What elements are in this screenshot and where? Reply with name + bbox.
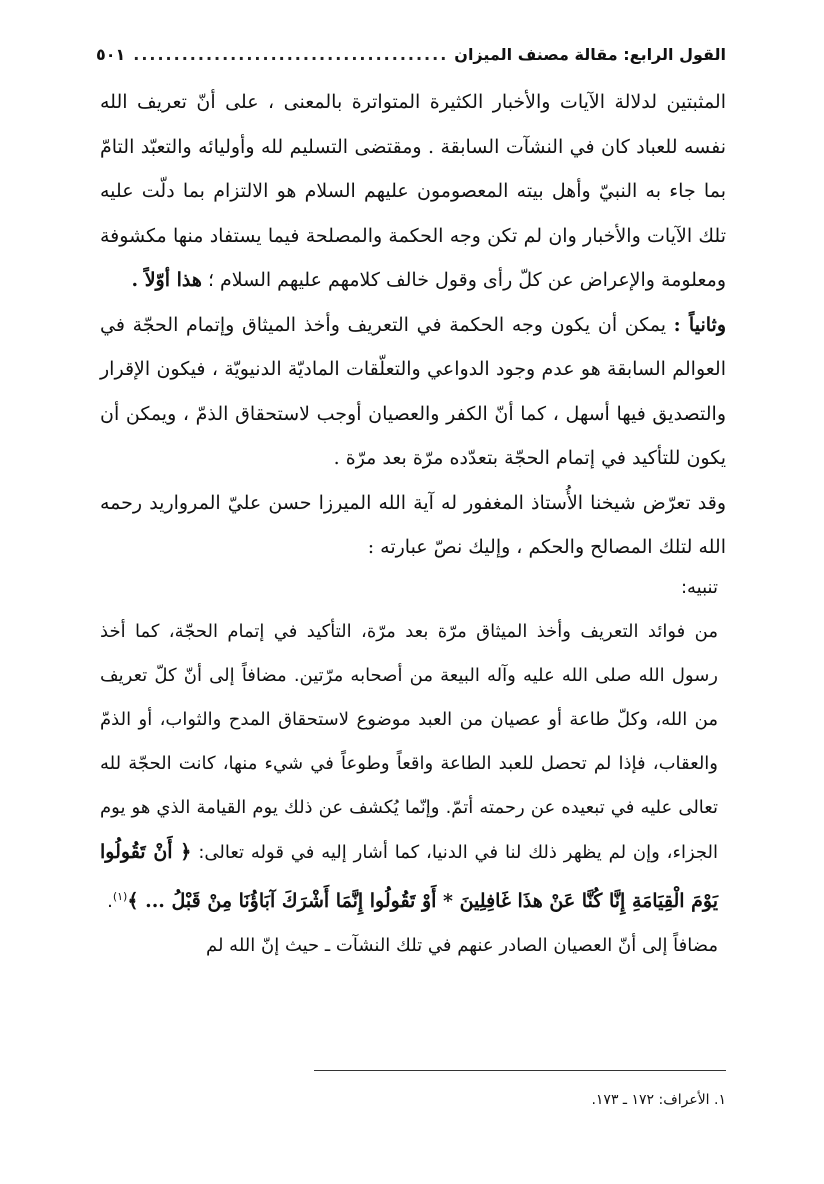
running-header	[96, 30, 726, 64]
page-number: ٥٠١	[96, 45, 126, 64]
quote-heading: تنبيه:	[680, 577, 718, 598]
paragraph-1	[100, 80, 726, 303]
quoted-passage	[100, 566, 718, 968]
main-text	[100, 80, 726, 570]
quote-body: من فوائد التعريف وأخذ الميثاق مرّة بعد مرّة، التأكيد في إتمام الحجّة، كما أخذ رسول الله صلى الله عليه وآله البيعة من أصحابه مرّتين. مضافاً إلى أنّ كلّ تعريف من الله، وكلّ طاعة أو عصيان من العبد موضوع لاستحقاق المدح والثواب، أو الذمّ والعقاب، فإذا لم تحصل للعبد الطاعة واقعاً وطوعاً في شيء منها، كانت الحجّة لله تعالى عليه في تبعيده عن رحمته أتمّ. وإنّما يُكشف عن ذلك يوم القيامة الذي هو يوم الجزاء، وإن لم يظهر ذلك لنا في الدنيا، كما أشار إليه في قوله تعالى: ﴿ أَنْ تَقُولُوا يَوْمَ الْقِيَامَةِ إِنَّا كُنَّا عَنْ هذَا غَافِلِينَ * أَوْ تَقُولُوا إِنَّمَا أَشْرَكَ آبَاؤُنَا مِنْ قَبْلُ ... ﴾$^{(١)}$.	[100, 621, 718, 912]
paragraph-1-end: هذا أوّلاً .	[131, 269, 202, 291]
footnote: ١. الأعراف: ١٧٢ ـ ١٧٣.	[591, 1092, 726, 1108]
paragraph-2-lead: وثانياً :	[673, 313, 726, 336]
paragraph-3: وقد تعرّض شيخنا الأُستاذ المغفور له آية الله الميرزا حسن عليّ المرواريد رحمه الله لتلك المصالح والحكم ، وإليك نصّ عبارته :	[100, 491, 726, 558]
paragraph-1-text: المثبتين لدلالة الآيات والأخبار الكثيرة المتواترة بالمعنى ، على أنّ تعريف الله نفسه للعباد كان في النشآت السابقة . ومقتضى التسليم لله وأوليائه والتعبّد التامّ بما جاء به النبيّ وأهل بيته المعصومون عليهم السلام هو الالتزام بما دلّت عليه تلك الآيات والأخبار وان لم تكن وجه الحكمة والمصلحة فيما يستفاد منها مكشوفة ومعلومة والإعراض عن كلّ رأى وقول خالف كلامهم عليهم السلام ؛	[100, 91, 726, 291]
footnote-divider	[314, 1070, 726, 1071]
chapter-title: القول الرابع: مقالة مصنف الميزان	[454, 45, 726, 64]
paragraph-2	[100, 303, 726, 481]
leader-dots	[131, 45, 448, 64]
quote-last-line: مضافاً إلى أنّ العصيان الصادر عنهم في تلك النشآت ـ حيث إنّ الله لم	[206, 935, 718, 956]
quran-verse: ﴿ أَنْ تَقُولُوا يَوْمَ الْقِيَامَةِ إِنَّا كُنَّا عَنْ هذَا غَافِلِينَ * أَوْ تَقُولُوا إِنَّمَا أَشْرَكَ آبَاؤُنَا مِنْ قَبْلُ ... ﴾	[100, 841, 718, 912]
footnote-reference[interactable]: (١)	[112, 890, 128, 903]
paragraph-2-text: يمكن أن يكون وجه الحكمة في التعريف وأخذ الميثاق وإتمام الحجّة في العوالم السابقة هو عدم وجود الدواعي والتعلّقات الماديّة الدنيويّة ، فيكون الإقرار والتصديق فيها أسهل ، كما أنّ الكفر والعصيان أوجب لاستحقاق الذمّ ، ويمكن أن يكون للتأكيد في إتمام الحجّة بتعدّده مرّة بعد مرّة .	[100, 313, 726, 469]
quote-text: من فوائد التعريف وأخذ الميثاق مرّة بعد مرّة، التأكيد في إتمام الحجّة، كما أخذ رسول الله صلى الله عليه وآله البيعة من أصحابه مرّتين. مضافاً إلى أنّ كلّ تعريف من الله، وكلّ طاعة أو عصيان من العبد موضوع لاستحقاق المدح والثواب، أو الذمّ والعقاب، فإذا لم تحصل للعبد الطاعة واقعاً وطوعاً في شيء منها، كانت الحجّة لله تعالى عليه في تبعيده عن رحمته أتمّ. وإنّما يُكشف عن ذلك يوم القيامة الذي هو يوم الجزاء، وإن لم يظهر ذلك لنا في الدنيا، كما أشار إليه في قوله تعالى:	[100, 621, 718, 863]
